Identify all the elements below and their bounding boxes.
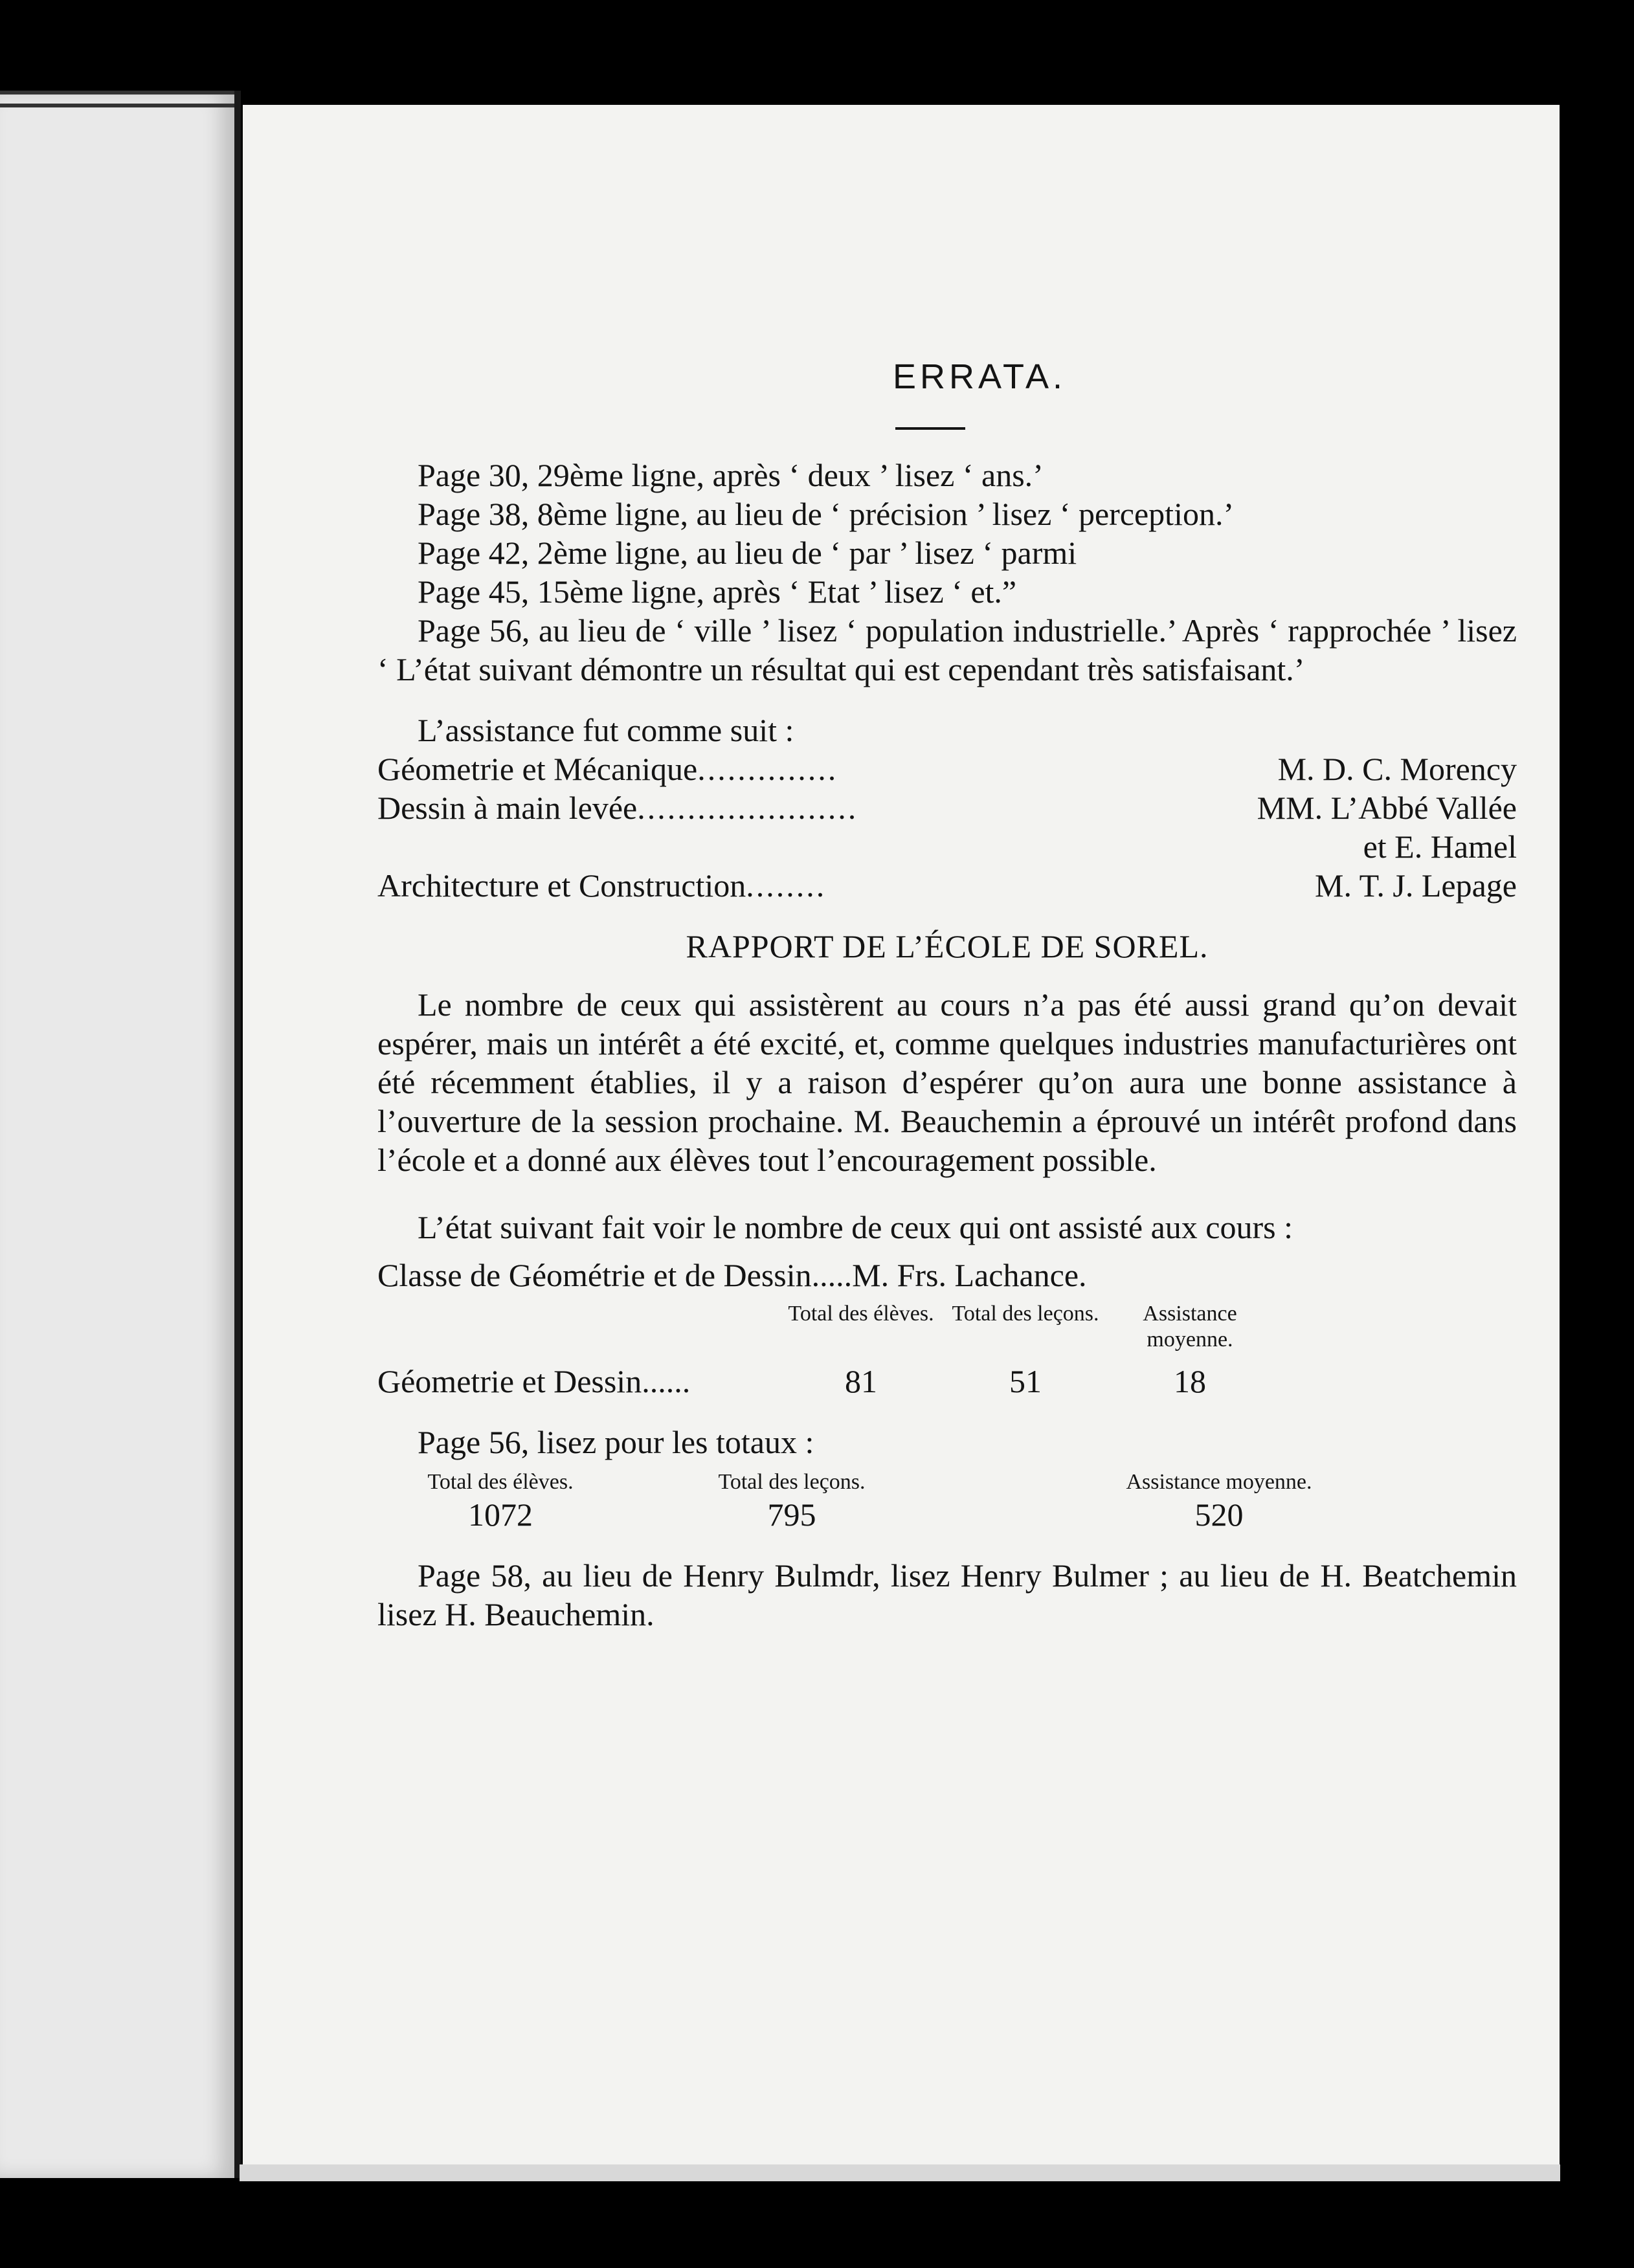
totals-header: Total des élèves. <box>427 1470 574 1494</box>
totals-header-row <box>377 1469 1517 1495</box>
title-rule <box>895 427 965 430</box>
stats-row <box>377 1362 1517 1401</box>
stats-value: 81 <box>845 1363 877 1399</box>
final-note: Page 58, au lieu de Henry Bulmdr, lisez Henry Bulmer ; au lieu de H. Beatchemin lisez H. Beauchemin. <box>377 1557 1517 1632</box>
attendance-teacher: MM. L’Abbé Vallée <box>1257 790 1517 826</box>
document-page <box>243 105 1560 2164</box>
totals-header: Assistance moyenne. <box>1126 1470 1312 1494</box>
leader-dots: ..... <box>811 1257 853 1293</box>
errata-item: Page 45, 15ème ligne, après ‘ Etat ’ lisez ‘ et.” <box>418 573 1017 610</box>
errata-item: Page 38, 8ème ligne, au lieu de ‘ précision ’ lisez ‘ perception.’ <box>418 496 1235 532</box>
page-content <box>377 357 1517 1634</box>
facing-page <box>0 91 241 2178</box>
stats-header: Total des leçons. <box>952 1302 1099 1326</box>
errata-item: Page 56, au lieu de ‘ ville ’ lisez ‘ population industrielle.’ Après ‘ rapprochée ’ lisez ‘ L’état suivant démontre un résultat qui est cependant très satisfaisant.’ <box>377 612 1517 687</box>
stats-header: Total des élèves. <box>788 1302 934 1326</box>
stats-value: 18 <box>1174 1363 1206 1399</box>
stats-label: Géometrie et Dessin...... <box>377 1363 691 1399</box>
totals-value: 520 <box>1194 1496 1244 1533</box>
totals-values-row <box>377 1495 1517 1534</box>
state-intro: L’état suivant fait voir le nombre de ceux qui ont assisté aux cours : <box>418 1209 1293 1245</box>
attendance-intro: L’assistance fut comme suit : <box>418 712 794 748</box>
page-title: ERRATA. <box>892 357 1067 396</box>
totals-header: Total des leçons. <box>718 1470 866 1494</box>
sorel-paragraph: Le nombre de ceux qui assistèrent au cours n’a pas été aussi grand qu’on devait espérer, mais un intérêt a été excité, et, comme quelques industries manufacturières ont été récemment établies, il y a raison d’espérer qu’on aura une bonne assistance à l’ouverture de la session prochaine. M. Beauchemin a éprouvé un intérêt profond dans l’école et a donné aux élèves tout l’encouragement possible. <box>377 986 1517 1178</box>
binding-stripe <box>0 91 234 94</box>
leader-dots: ...................... <box>637 790 858 826</box>
stats-header: Assistance moyenne. <box>1143 1302 1237 1351</box>
stats-header-spacer <box>377 1301 779 1353</box>
leader-dots: .............. <box>697 751 838 787</box>
class-line <box>377 1256 1517 1295</box>
stats-value: 51 <box>1009 1363 1042 1399</box>
class-teacher: M. Frs. Lachance. <box>852 1257 1087 1293</box>
section-heading: RAPPORT DE L’ÉCOLE DE SOREL. <box>686 928 1209 964</box>
errata-item: Page 42, 2ème ligne, au lieu de ‘ par ’ lisez ‘ parmi <box>418 535 1077 571</box>
attendance-teacher: M. T. J. Lepage <box>1315 867 1517 904</box>
attendance-teacher: M. D. C. Morency <box>1277 751 1517 787</box>
attendance-subject: Architecture et Construction <box>377 867 746 904</box>
page-edge <box>240 2164 1560 2181</box>
class-label: Classe de Géométrie et de Dessin <box>377 1257 812 1293</box>
attendance-row <box>377 788 1517 827</box>
attendance-continuation: et E. Hamel <box>1363 828 1517 865</box>
attendance-subject: Dessin à main levée <box>377 790 638 826</box>
leader-dots: ........ <box>746 867 827 904</box>
binding-stripe <box>0 104 234 107</box>
attendance-row <box>377 750 1517 788</box>
stats-header-row <box>377 1301 1517 1353</box>
attendance-subject: Géometrie et Mécanique <box>377 751 698 787</box>
errata-item: Page 30, 29ème ligne, après ‘ deux ’ lisez ‘ ans.’ <box>418 457 1044 493</box>
totals-value: 1072 <box>468 1496 533 1533</box>
totals-value: 795 <box>767 1496 816 1533</box>
totals-intro: Page 56, lisez pour les totaux : <box>418 1424 814 1460</box>
attendance-row <box>377 866 1517 905</box>
